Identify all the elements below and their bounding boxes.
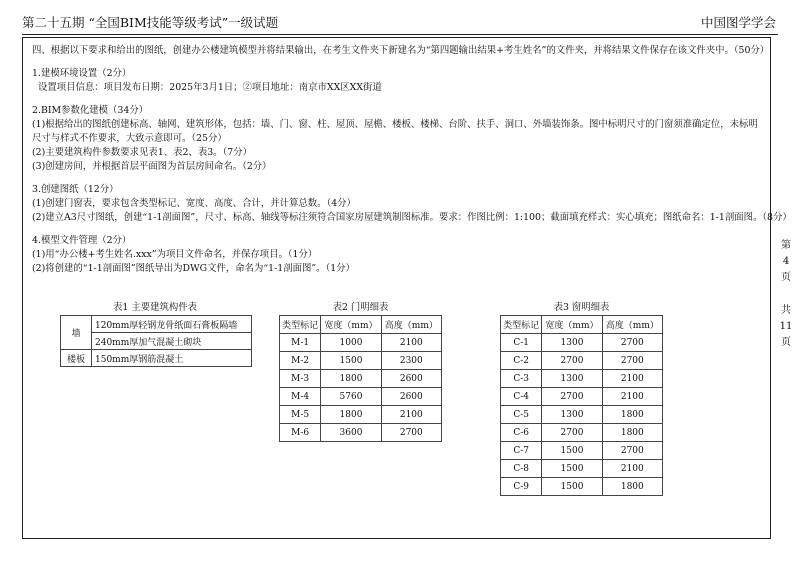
table-cell: 2700 xyxy=(542,424,602,442)
table-cell: M-3 xyxy=(280,370,321,388)
table3-windows xyxy=(500,315,663,496)
section-3-title: 3.创建图纸（12分） xyxy=(32,184,119,195)
table1-cell: 240mm厚加气混凝土砌块 xyxy=(92,333,252,350)
table-cell: M-2 xyxy=(280,352,321,370)
table-row xyxy=(501,478,663,496)
section-4-line-2: (2)将创建的“1-1剖面图”图纸导出为DWG文件，命名为“1-1剖面图”。（1分） xyxy=(32,263,355,274)
table-cell: 1300 xyxy=(542,370,602,388)
table-cell: M-5 xyxy=(280,406,321,424)
page-header-org: 中国图学学会 xyxy=(700,15,776,30)
section-2-line-3: (3)创建房间，并根据首层平面图为首层房间命名。（2分） xyxy=(32,161,272,172)
table-cell: 1800 xyxy=(321,406,381,424)
table-cell: 1800 xyxy=(321,370,381,388)
table1-cell: 150mm厚钢筋混凝土 xyxy=(92,350,252,367)
table-row xyxy=(280,352,442,370)
table-row xyxy=(280,388,442,406)
table-cell: 1800 xyxy=(602,478,662,496)
table-cell: 1300 xyxy=(542,406,602,424)
table-row xyxy=(61,316,252,333)
table-cell: 2300 xyxy=(381,352,441,370)
page-total: 11 xyxy=(779,321,793,332)
table-row xyxy=(501,442,663,460)
table-cell: C-5 xyxy=(501,406,542,424)
table-header-cell: 高度（mm） xyxy=(381,316,441,334)
table-cell: 2100 xyxy=(602,388,662,406)
table-cell: 1800 xyxy=(602,424,662,442)
table-cell: 2100 xyxy=(602,460,662,478)
table-cell: 1500 xyxy=(542,442,602,460)
table-header-row xyxy=(501,316,663,334)
table3-title: 表3 窗明细表 xyxy=(553,302,610,313)
table-row xyxy=(501,388,663,406)
table2-title: 表2 门明细表 xyxy=(332,302,389,313)
section-2-title: 2.BIM参数化建模（34分） xyxy=(32,105,149,116)
section-2-line-1: (1)根据给出的图纸创建标高、轴网、建筑形体，包括：墙、门、窗、柱、屋顶、屋檐、楼板、楼梯、台阶、扶手、洞口、外墙装饰条。图中标明尺寸的门窗须准确定位，未标明尺寸与样式不作要求，大致示意即可。（25分） xyxy=(32,119,758,144)
page-char-ye-2: 页 xyxy=(781,337,791,348)
section-3-line-2: (2)建立A3尺寸图纸，创建“1-1剖面图”，尺寸、标高、轴线等标注须符合国家房屋建筑制图标准。要求：作图比例：1:100；截面填充样式：实心填充；图纸命名：1-1剖面图。（8分） xyxy=(32,212,792,223)
table-cell: M-1 xyxy=(280,334,321,352)
table-row xyxy=(280,334,442,352)
table-cell: 2700 xyxy=(381,424,441,442)
table-cell: M-6 xyxy=(280,424,321,442)
table-row xyxy=(501,370,663,388)
table-cell: 1300 xyxy=(542,334,602,352)
table-row xyxy=(280,424,442,442)
section-1-line-1: 设置项目信息：项目发布日期：2025年3月1日；②项目地址：南京市XX区XX街道 xyxy=(38,82,382,93)
table2-doors xyxy=(279,315,442,442)
table-cell: 5760 xyxy=(321,388,381,406)
table-cell: 2700 xyxy=(542,352,602,370)
table-cell: 2700 xyxy=(602,334,662,352)
table-cell: 2100 xyxy=(381,406,441,424)
table-cell: C-4 xyxy=(501,388,542,406)
table-cell: 1000 xyxy=(321,334,381,352)
table1-title: 表1 主要建筑构件表 xyxy=(113,302,197,313)
page-char-gong: 共 xyxy=(781,305,791,316)
table-cell: 1500 xyxy=(542,478,602,496)
table-cell: C-9 xyxy=(501,478,542,496)
table-row xyxy=(501,334,663,352)
table-cell: C-2 xyxy=(501,352,542,370)
table-header-cell: 类型标记 xyxy=(280,316,321,334)
section-1-title: 1.建模环境设置（2分） xyxy=(32,68,132,79)
table-row xyxy=(61,350,252,367)
table-cell: 2700 xyxy=(542,388,602,406)
question-intro: 四、根据以下要求和给出的图纸，创建办公楼建筑模型并将结果输出，在考生文件夹下新建名为“第四题输出结果+考生姓名”的文件夹，并将结果文件保存在该文件夹中。（50分） xyxy=(32,45,770,56)
table-cell: M-4 xyxy=(280,388,321,406)
table-cell: C-1 xyxy=(501,334,542,352)
table1-wall-label: 墙 xyxy=(61,316,92,350)
page-char-ye: 页 xyxy=(781,272,791,283)
table-header-cell: 宽度（mm） xyxy=(321,316,381,334)
page-header-title: 第二十五期 “全国BIM技能等级考试”一级试题 xyxy=(22,15,279,30)
table-row xyxy=(501,460,663,478)
table-cell: 2700 xyxy=(602,442,662,460)
page-indicator-current xyxy=(779,238,793,286)
section-4-title: 4.模型文件管理（2分） xyxy=(32,235,132,246)
table-cell: 2100 xyxy=(602,370,662,388)
table-cell: C-3 xyxy=(501,370,542,388)
table-cell: 1500 xyxy=(542,460,602,478)
table-cell: C-7 xyxy=(501,442,542,460)
page-indicator-total xyxy=(779,303,793,351)
section-3-line-1: (1)创建门窗表，要求包含类型标记、宽度、高度、合计，并计算总数。（4分） xyxy=(32,198,356,209)
section-2-line-2: (2)主要建筑构件参数要求见表1、表2、表3。（7分） xyxy=(32,147,252,158)
table-cell: C-8 xyxy=(501,460,542,478)
table-cell: 2600 xyxy=(381,388,441,406)
header-divider xyxy=(22,34,778,35)
table-row xyxy=(501,406,663,424)
table-header-cell: 高度（mm） xyxy=(602,316,662,334)
question-body xyxy=(32,44,792,276)
table1-components xyxy=(60,315,252,367)
table-cell: 2100 xyxy=(381,334,441,352)
table-cell: C-6 xyxy=(501,424,542,442)
table-cell: 1500 xyxy=(321,352,381,370)
table-row xyxy=(501,424,663,442)
table-cell: 1800 xyxy=(602,406,662,424)
table-header-cell: 类型标记 xyxy=(501,316,542,334)
page-char-di: 第 xyxy=(781,240,791,251)
table1-floor-label: 楼板 xyxy=(61,350,92,367)
table-row xyxy=(280,370,442,388)
section-4-line-1: (1)用“办公楼+考生姓名.xxx”为项目文件命名，并保存项目。（1分） xyxy=(32,249,318,260)
table-cell: 2700 xyxy=(602,352,662,370)
table-header-cell: 宽度（mm） xyxy=(542,316,602,334)
table-cell: 3600 xyxy=(321,424,381,442)
page-number: 4 xyxy=(782,256,790,267)
table1-cell: 120mm厚轻钢龙骨纸面石膏板隔墙 xyxy=(92,316,252,333)
table-row xyxy=(280,406,442,424)
table-cell: 2600 xyxy=(381,370,441,388)
table-row xyxy=(501,352,663,370)
table-header-row xyxy=(280,316,442,334)
